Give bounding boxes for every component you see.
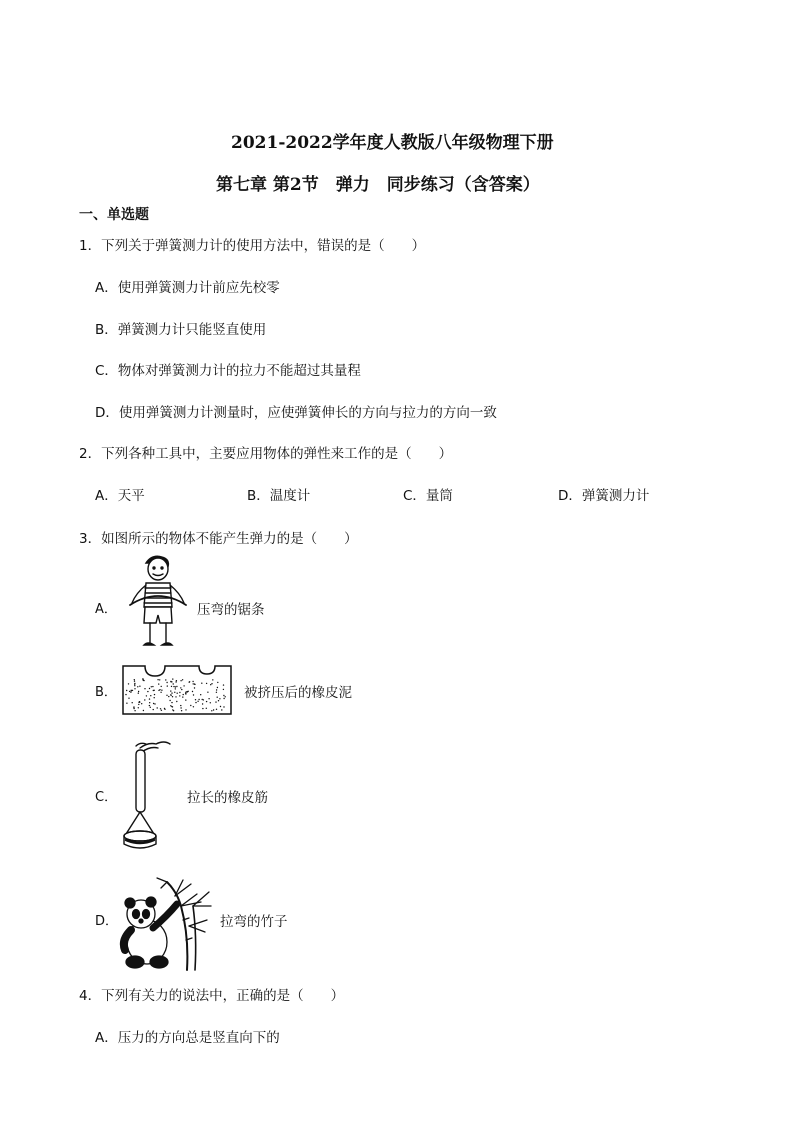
question-1-option-a: A．使用弹簧测力计前应先校零 [95, 280, 280, 296]
question-3-option-a-letter: A． [95, 602, 117, 617]
question-2-option-d: D．弹簧测力计 [558, 488, 650, 504]
question-3-stem: 3．如图所示的物体不能产生弹力的是（ ） [79, 531, 358, 547]
question-1-option-b: B．弹簧测力计只能竖直使用 [95, 322, 267, 338]
question-2-stem: 2．下列各种工具中，主要应用物体的弹性来工作的是（ ） [79, 446, 453, 462]
question-2-option-b: B．温度计 [247, 488, 311, 504]
squeezed-plasticine-figure [121, 664, 233, 716]
document-title: 2021-2022学年度人教版八年级物理下册 [231, 133, 554, 153]
question-2-option-a: A．天平 [95, 488, 145, 504]
document-subtitle: 第七章 第2节 弹力 同步练习（含答案） [216, 175, 540, 195]
question-1-option-c: C．物体对弹簧测力计的拉力不能超过其量程 [95, 363, 361, 379]
question-4-option-a: A．压力的方向总是竖直向下的 [95, 1030, 280, 1046]
stretched-rubber-band-figure [118, 736, 176, 854]
question-3-option-a-caption: 压弯的锯条 [197, 602, 265, 618]
question-3-option-c-caption: 拉长的橡皮筋 [187, 790, 268, 806]
question-2-option-c: C．量筒 [403, 488, 453, 504]
question-3-option-d-letter: D． [95, 914, 119, 929]
question-4-stem: 4．下列有关力的说法中，正确的是（ ） [79, 988, 345, 1004]
section-heading: 一、单选题 [79, 207, 149, 223]
question-1-stem: 1．下列关于弹簧测力计的使用方法中，错误的是（ ） [79, 238, 426, 254]
question-3-option-c-letter: C． [95, 790, 118, 805]
boy-bending-saw-blade-figure [122, 553, 192, 655]
question-1-option-d: D．使用弹簧测力计测量时，应使弹簧伸长的方向与拉力的方向一致 [95, 405, 497, 421]
question-3-option-d-caption: 拉弯的竹子 [220, 914, 288, 930]
question-3-option-b-letter: B． [95, 685, 117, 700]
panda-bending-bamboo-figure [117, 876, 215, 972]
question-3-option-b-caption: 被挤压后的橡皮泥 [244, 685, 352, 701]
